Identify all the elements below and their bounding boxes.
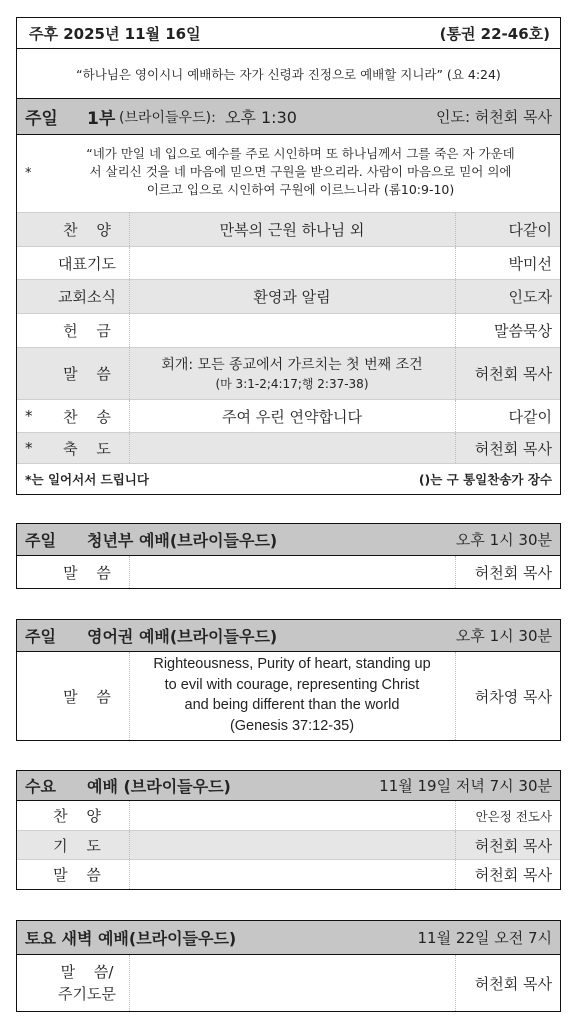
- english-day: 주일: [25, 627, 56, 646]
- order-label: 찬 양: [63, 221, 111, 239]
- saturday-header: [17, 921, 560, 955]
- wednesday-time: 11월 19일 저녁 7시 30분: [379, 777, 552, 795]
- saturday-person: 허천회 목사: [474, 974, 552, 993]
- wednesday-service-box: [16, 770, 561, 890]
- order-person: 다같이: [508, 221, 552, 239]
- order-label: 말 씀: [63, 365, 111, 383]
- wednesday-title: 예배 (브라이들우드): [87, 777, 231, 796]
- wednesday-label: 찬 양: [53, 807, 101, 825]
- order-label: 교회소식: [58, 288, 116, 306]
- english-service-box: [16, 619, 561, 741]
- order-row: [17, 432, 560, 463]
- youth-time: 오후 1시 30분: [455, 531, 552, 549]
- service1-day: 주일: [25, 109, 58, 129]
- english-row: [17, 652, 560, 740]
- order-person: 박미선: [508, 254, 552, 273]
- order-person: 인도자: [508, 288, 552, 306]
- order-row: [17, 347, 560, 399]
- youth-person: 허천회 목사: [474, 563, 552, 582]
- english-header: [17, 620, 560, 652]
- order-row: [17, 313, 560, 347]
- english-sermon-reference: (Genesis 37:12-35): [229, 717, 355, 734]
- sunday-service-box: [16, 17, 561, 495]
- scripture-line-1: “네가 만일 네 입으로 예수를 주로 시인하며 또 하나님께서 그를 죽은 자 가운데: [86, 146, 515, 161]
- saturday-time: 11월 22일 오전 7시: [417, 929, 552, 947]
- theme-verse: [17, 48, 560, 98]
- bulletin-issue: (통권 22-46호): [439, 24, 550, 43]
- order-person: 다같이: [508, 407, 552, 426]
- youth-day: 주일: [25, 531, 56, 550]
- service1-place: (브라이들우드):: [119, 109, 216, 126]
- sermon-title: 회개: 모든 종교에서 가르치는 첫 번째 조건: [161, 357, 423, 373]
- english-sermon-line-2: to evil with courage, representing Christ: [164, 676, 420, 693]
- scripture-line-3: 이르고 입으로 시인하여 구원에 이르느니라 (롬10:9-10): [146, 182, 455, 197]
- hymn-note: ()는 구 통일찬송가 장수: [418, 472, 552, 487]
- theme-verse-text: “하나님은 영이시니 예배하는 자가 신령과 진정으로 예배할 지니라” (요 4:24): [76, 66, 501, 82]
- wednesday-row: [17, 859, 560, 889]
- saturday-row: [17, 955, 560, 1011]
- order-person: 허천회 목사: [474, 439, 552, 458]
- youth-title: 청년부 예배(브라이들우드): [87, 531, 278, 550]
- english-sermon-line-1: Righteousness, Purity of heart, standing up: [153, 656, 431, 672]
- order-label: 대표기도: [58, 254, 116, 273]
- saturday-label-2: 주기도문: [58, 985, 116, 1003]
- english-person: 허차영 목사: [474, 687, 552, 706]
- bulletin-date: 주후 2025년 11월 16일: [29, 24, 201, 43]
- wednesday-row: [17, 801, 560, 830]
- saturday-title: 토요 새벽 예배(브라이들우드): [25, 929, 237, 948]
- english-title: 영어권 예배(브라이들우드): [87, 627, 278, 646]
- saturday-label-1: 말 씀/: [60, 963, 114, 981]
- wednesday-person: 허천회 목사: [474, 866, 552, 884]
- service1-time: 오후 1:30: [225, 108, 297, 127]
- wednesday-row: [17, 830, 560, 859]
- wednesday-person: 허천회 목사: [474, 836, 552, 855]
- order-content: 환영과 알림: [253, 288, 331, 306]
- order-label: 찬 송: [63, 407, 111, 426]
- order-row: [17, 279, 560, 313]
- wednesday-label: 기 도: [53, 836, 101, 855]
- order-person: 허천회 목사: [474, 365, 552, 383]
- english-label: 말 씀: [63, 687, 111, 706]
- service1-leader: 인도: 허천회 목사: [435, 108, 552, 126]
- youth-service-box: [16, 523, 561, 589]
- order-content: 주여 우린 연약합니다: [222, 407, 362, 426]
- order-mark: *: [25, 439, 33, 457]
- order-row: [17, 399, 560, 432]
- service1-header: [17, 98, 560, 134]
- wednesday-day: 수요: [25, 777, 56, 796]
- order-label: 축 도: [63, 439, 111, 458]
- notes-row: [17, 463, 560, 494]
- wednesday-header: [17, 771, 560, 801]
- scripture-line-2: 서 살리신 것을 네 마음에 믿으면 구원을 받으리라. 사람이 마음으로 믿어 의에: [89, 164, 512, 179]
- youth-header: [17, 524, 560, 556]
- youth-row: [17, 556, 560, 588]
- order-person: 말씀묵상: [494, 322, 552, 340]
- order-mark: *: [25, 407, 33, 425]
- wednesday-label: 말 씀: [53, 866, 101, 884]
- order-content: 만복의 근원 하나님 외: [219, 221, 365, 239]
- scripture-star: *: [25, 166, 32, 181]
- order-label: 헌 금: [63, 322, 111, 340]
- youth-label: 말 씀: [63, 563, 111, 582]
- bulletin-header: [17, 18, 560, 48]
- service1-scripture: [17, 134, 560, 212]
- order-row: [17, 246, 560, 279]
- sermon-reference: (마 3:1-2;4:17;행 2:37-38): [215, 377, 369, 391]
- order-row: [17, 212, 560, 246]
- english-sermon-line-3: and being different than the world: [184, 697, 400, 713]
- english-time: 오후 1시 30분: [455, 627, 552, 645]
- service1-part: 1부: [87, 109, 116, 129]
- wednesday-person: 안은정 전도사: [475, 808, 552, 824]
- saturday-service-box: [16, 920, 561, 1012]
- standing-note: *는 일어서서 드립니다: [25, 472, 149, 487]
